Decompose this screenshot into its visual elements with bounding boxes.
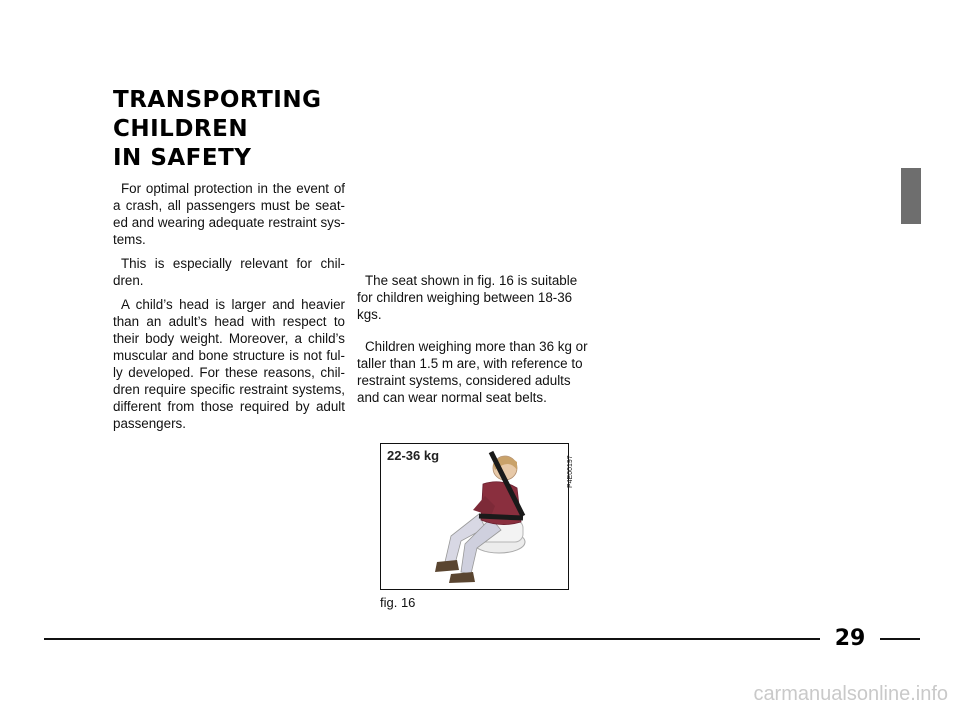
right-text-column xyxy=(357,272,589,413)
figure-caption: fig. 16 xyxy=(380,595,416,610)
paragraph: A child’s head is larger and heavier than an adult’s head with respect to their body weight. Moreover, a child’s muscular and bone structure is not ful-ly developed. For these reasons, chil-dren require specific restraint systems, different from those required by adult passengers. xyxy=(113,297,345,431)
footer-rule-right xyxy=(880,638,920,640)
site-watermark: carmanualsonline.info xyxy=(753,683,948,705)
figure-16 xyxy=(380,443,569,590)
child-booster-seat-illustration xyxy=(381,444,567,588)
paragraph: This is especially relevant for chil-dren. xyxy=(113,256,345,288)
page-number: 29 xyxy=(834,626,866,651)
left-text-column xyxy=(113,180,345,439)
figure-code: P4E00197 xyxy=(567,455,574,488)
figure-weight-label: 22-36 kg xyxy=(387,448,440,463)
paragraph: The seat shown in fig. 16 is suitable for children weighing between 18-36 kgs. xyxy=(357,273,578,322)
section-tab-marker xyxy=(901,168,921,224)
heading-line-2: CHILDREN xyxy=(113,116,249,142)
section-heading xyxy=(113,86,321,173)
paragraph: For optimal protection in the event of a crash, all passengers must be seat-ed and wearing adequate restraint sys-tems. xyxy=(113,181,345,247)
footer-rule-left xyxy=(44,638,820,640)
heading-line-3: IN SAFETY xyxy=(113,145,252,171)
paragraph: Children weighing more than 36 kg or taller than 1.5 m are, with reference to restraint systems, considered adults and can wear normal seat belts. xyxy=(357,339,588,405)
heading-line-1: TRANSPORTING xyxy=(113,87,322,113)
